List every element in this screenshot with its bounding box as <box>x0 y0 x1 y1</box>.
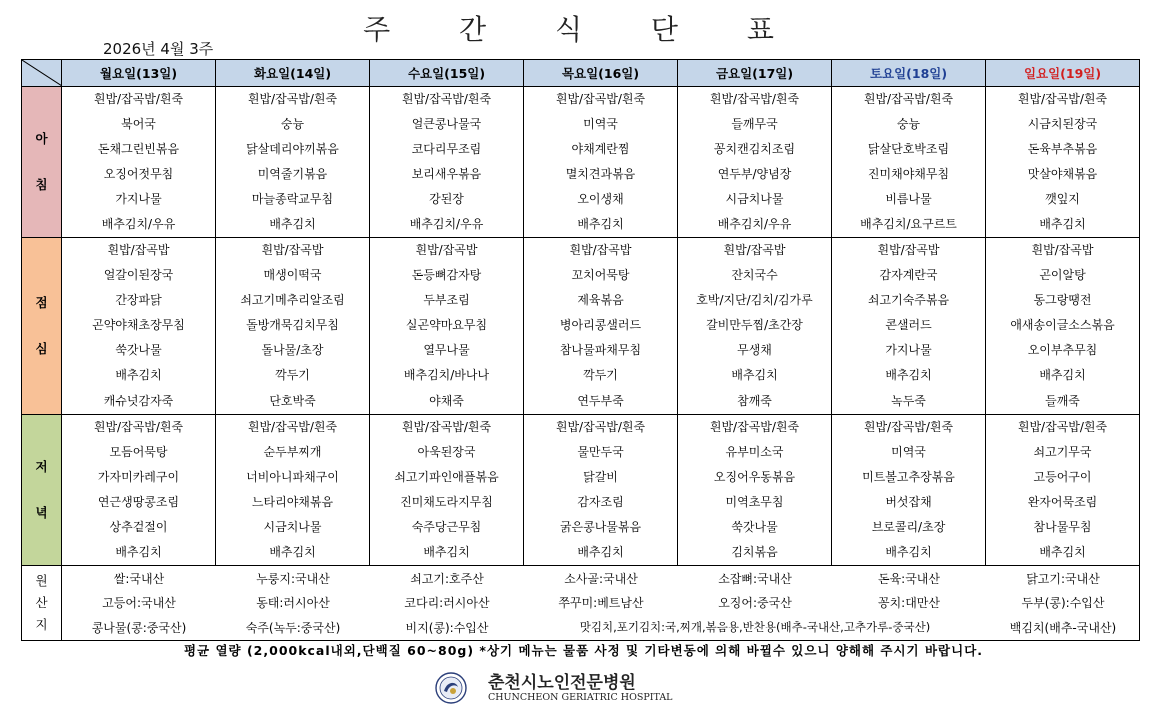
origin-item: 쭈꾸미:베트남산 <box>558 596 644 611</box>
menu-item: 감자계란국 <box>879 268 938 283</box>
dinner-fri <box>678 414 832 565</box>
menu-item: 배추김치 <box>577 217 624 231</box>
lunch-sat <box>832 238 986 415</box>
day-header-wed: 수요일(15일) <box>370 60 524 87</box>
menu-item: 너비아니파채구이 <box>246 469 339 484</box>
origin-item: 두부(콩):수입산 <box>1021 596 1105 611</box>
menu-item: 미역국 <box>891 444 926 459</box>
menu-item: 흰밥/잡곡밥/흰죽 <box>555 92 646 106</box>
breakfast-row <box>22 87 1140 238</box>
menu-item: 쇠고기파인애플볶음 <box>394 469 499 484</box>
menu-item: 가지나물 <box>115 192 162 206</box>
menu-item: 흰밥/잡곡밥 <box>569 243 632 257</box>
hospital-logo-icon <box>434 671 468 705</box>
menu-item: 미역국 <box>583 117 618 131</box>
menu-item: 동그랑땡전 <box>1033 293 1092 308</box>
menu-item: 깻잎지 <box>1045 192 1080 206</box>
origin-item: 소잡뼈:국내산 <box>718 571 792 586</box>
menu-item: 단호박죽 <box>269 393 316 408</box>
origin-item: 누룽지:국내산 <box>256 571 330 586</box>
menu-item: 흰밥/잡곡밥/흰죽 <box>863 92 954 106</box>
menu-item: 배추김치/요구르트 <box>860 217 957 231</box>
menu-item: 무생채 <box>737 343 772 358</box>
menu-item: 갈비만두찜/초간장 <box>706 318 803 333</box>
breakfast-fri <box>678 87 832 238</box>
menu-item: 김치볶음 <box>731 544 778 559</box>
menu-item: 순두부찌개 <box>263 444 322 459</box>
menu-item: 느타리야채볶음 <box>251 494 334 509</box>
dinner-wed <box>370 414 524 565</box>
menu-item: 숭늉 <box>896 117 921 131</box>
lunch-label <box>22 238 62 415</box>
lunch-thu <box>524 238 678 415</box>
menu-item: 흰밥/잡곡밥 <box>261 243 324 257</box>
origin-item: 고등어:국내산 <box>102 596 176 611</box>
menu-item: 녹두죽 <box>891 393 926 408</box>
meal-label-char: 심 <box>35 340 48 356</box>
menu-item: 물만두국 <box>577 444 624 459</box>
day-header-mon: 월요일(13일) <box>62 60 216 87</box>
menu-item: 맛살야채볶음 <box>1027 167 1098 181</box>
menu-item: 간장파닭 <box>115 293 162 308</box>
origin-item: 숙주(녹두:중국산) <box>245 620 341 635</box>
origin-item: 오징어:중국산 <box>718 596 792 611</box>
menu-item: 참나물무침 <box>1033 519 1092 534</box>
day-header-tue: 화요일(14일) <box>216 60 370 87</box>
menu-item: 흰밥/잡곡밥 <box>723 243 786 257</box>
menu-item: 제육볶음 <box>577 293 624 308</box>
menu-item: 배추김치/우유 <box>409 217 484 231</box>
menu-item: 배추김치 <box>885 544 932 559</box>
menu-item: 흰밥/잡곡밥/흰죽 <box>555 419 646 434</box>
menu-item: 열무나물 <box>423 343 470 358</box>
menu-item: 흰밥/잡곡밥 <box>107 243 170 257</box>
origin-label <box>22 565 62 640</box>
menu-item: 돈채그린빈볶음 <box>97 142 180 156</box>
weekly-menu-table <box>21 59 1140 641</box>
menu-item: 얼갈이된장국 <box>103 268 174 283</box>
origin-item: 쌀:국내산 <box>113 571 165 586</box>
menu-item: 시금치나물 <box>263 519 322 534</box>
origin-cell <box>62 565 1140 640</box>
menu-item: 배추김치/바나나 <box>403 368 490 383</box>
lunch-tue <box>216 238 370 415</box>
origin-item: 코다리:러시아산 <box>404 596 490 611</box>
menu-item: 들깨무국 <box>731 117 778 131</box>
menu-item: 완자어묵조림 <box>1027 494 1098 509</box>
menu-item: 강된장 <box>429 192 464 206</box>
meal-label-char: 녁 <box>35 504 48 520</box>
dinner-sat <box>832 414 986 565</box>
menu-item: 모듬어묵탕 <box>109 444 168 459</box>
hospital-brand <box>434 668 674 708</box>
origin-line-3 <box>62 615 1140 640</box>
meal-label-char: 점 <box>35 294 48 310</box>
menu-item: 가자미카레구이 <box>97 469 180 484</box>
menu-item: 배추김치 <box>269 217 316 231</box>
lunch-row <box>22 238 1140 415</box>
menu-item: 굵은콩나물볶음 <box>559 519 642 534</box>
origin-label-char: 지 <box>35 616 48 632</box>
menu-item: 흰밥/잡곡밥/흰죽 <box>247 92 338 106</box>
meal-label-char: 아 <box>35 131 48 146</box>
dinner-row <box>22 414 1140 565</box>
menu-item: 흰밥/잡곡밥/흰죽 <box>401 92 492 106</box>
origin-item: 소사골:국내산 <box>564 571 638 586</box>
origin-item: 쇠고기:호주산 <box>410 571 484 586</box>
menu-item: 흰밥/잡곡밥/흰죽 <box>247 419 338 434</box>
origin-item: 닭고기:국내산 <box>1026 571 1100 586</box>
menu-item: 콘샐러드 <box>885 318 932 333</box>
origin-item: 동태:러시아산 <box>256 596 330 611</box>
menu-item: 꽁치캔김치조림 <box>713 142 796 156</box>
menu-item: 오이생채 <box>577 192 624 206</box>
menu-item: 참깨죽 <box>737 393 772 408</box>
lunch-mon <box>62 238 216 415</box>
menu-item: 코다리무조림 <box>411 142 482 156</box>
dinner-sun <box>986 414 1140 565</box>
lunch-fri <box>678 238 832 415</box>
menu-item: 흰밥/잡곡밥/흰죽 <box>863 419 954 434</box>
dinner-label <box>22 414 62 565</box>
menu-item: 쇠고기무국 <box>1033 444 1092 459</box>
day-header-row <box>22 60 1140 87</box>
menu-item: 비름나물 <box>885 192 932 206</box>
menu-item: 매생이떡국 <box>263 268 322 283</box>
menu-item: 흰밥/잡곡밥/흰죽 <box>93 92 184 106</box>
day-header-thu: 목요일(16일) <box>524 60 678 87</box>
menu-item: 연두부/양념장 <box>717 167 792 181</box>
menu-item: 배추김치 <box>1039 544 1086 559</box>
menu-item: 닭갈비 <box>583 469 618 484</box>
origin-label-char: 산 <box>35 594 48 610</box>
menu-item: 애새송이글소스볶음 <box>1010 318 1115 333</box>
menu-item: 쇠고기숙주볶음 <box>867 293 950 308</box>
lunch-sun <box>986 238 1140 415</box>
menu-item: 오징어우동볶음 <box>713 469 796 484</box>
menu-item: 배추김치 <box>269 544 316 559</box>
hospital-name-en: CHUNCHEON GERIATRIC HOSPITAL <box>488 692 673 703</box>
menu-item: 감자조림 <box>577 494 624 509</box>
menu-item: 흰밥/잡곡밥 <box>415 243 478 257</box>
menu-item: 실곤약마요무침 <box>405 318 488 333</box>
menu-item: 닭살단호박조림 <box>867 142 950 156</box>
week-label: 2026년 4월 3주 <box>103 40 214 58</box>
origin-item: 콩나물(콩:중국산) <box>91 620 187 635</box>
menu-item: 시금치나물 <box>725 192 784 206</box>
menu-item: 호박/지단/김치/김가루 <box>696 293 813 308</box>
menu-item: 가지나물 <box>885 343 932 358</box>
day-header-sat: 토요일(18일) <box>832 60 986 87</box>
menu-item: 쇠고기메추리알조림 <box>240 293 345 308</box>
menu-item: 진미채야채무침 <box>867 167 950 181</box>
menu-item: 잔치국수 <box>731 268 778 283</box>
menu-item: 닭살데리야끼볶음 <box>246 142 339 156</box>
menu-item: 유부미소국 <box>725 444 784 459</box>
origin-line-1 <box>62 566 1140 591</box>
menu-item: 흰밥/잡곡밥 <box>877 243 940 257</box>
origin-item: 백김치(배추-국내산) <box>1009 620 1117 635</box>
menu-item: 배추김치/우유 <box>717 217 792 231</box>
menu-item: 아욱된장국 <box>417 444 476 459</box>
breakfast-wed <box>370 87 524 238</box>
corner-cell <box>22 60 62 87</box>
menu-item: 꼬치어묵탕 <box>571 268 630 283</box>
origin-label-char: 원 <box>35 572 48 588</box>
menu-item: 흰밥/잡곡밥/흰죽 <box>709 92 800 106</box>
menu-item: 배추김치 <box>115 368 162 383</box>
menu-item: 진미채도라지무침 <box>400 494 493 509</box>
breakfast-sat <box>832 87 986 238</box>
breakfast-tue <box>216 87 370 238</box>
menu-item: 보리새우볶음 <box>411 167 482 181</box>
menu-item: 오이부추무침 <box>1027 343 1098 358</box>
breakfast-thu <box>524 87 678 238</box>
menu-item: 상추겉절이 <box>109 519 168 534</box>
menu-item: 쑥갓나물 <box>115 343 162 358</box>
origin-item: 돈육:국내산 <box>877 571 940 586</box>
menu-item: 숙주당근무침 <box>411 519 482 534</box>
dinner-tue <box>216 414 370 565</box>
origin-subtable <box>62 566 1140 640</box>
menu-item: 배추김치 <box>423 544 470 559</box>
origin-item: 비지(콩):수입산 <box>405 620 489 635</box>
lunch-wed <box>370 238 524 415</box>
menu-item: 버섯잡채 <box>885 494 932 509</box>
footer-note: 평균 열량 (2,000kcal내외,단백질 60~80g) *상기 메뉴는 물품 사정 및 기타변동에 의해 바뀔수 있으니 양해해 주시기 바랍니다. <box>183 643 984 658</box>
meal-label-char: 저 <box>35 458 48 474</box>
diagonal-line <box>22 60 62 86</box>
menu-item: 얼큰콩나물국 <box>411 117 482 131</box>
breakfast-sun <box>986 87 1140 238</box>
menu-item: 병아리콩샐러드 <box>559 318 642 333</box>
menu-item: 미역줄기볶음 <box>257 167 328 181</box>
meal-label-char: 침 <box>35 177 48 192</box>
menu-item: 흰밥/잡곡밥/흰죽 <box>1017 419 1108 434</box>
day-header-fri: 금요일(17일) <box>678 60 832 87</box>
menu-item: 곤약야채초장무침 <box>92 318 185 333</box>
menu-item: 야채계란찜 <box>571 142 630 156</box>
menu-item: 두부조림 <box>423 293 470 308</box>
menu-item: 북어국 <box>121 117 156 131</box>
menu-item: 배추김치 <box>577 544 624 559</box>
menu-item: 흰밥/잡곡밥/흰죽 <box>709 419 800 434</box>
origin-item-kimchi: 맛김치,포기김치:국,찌개,볶음용,반찬용(배추-국내산,고추가루-중국산) <box>579 620 931 635</box>
menu-item: 연근생땅콩조림 <box>97 494 180 509</box>
menu-item: 배추김치 <box>115 544 162 559</box>
dinner-thu <box>524 414 678 565</box>
menu-item: 배추김치/우유 <box>101 217 176 231</box>
menu-item: 곤이알탕 <box>1039 268 1086 283</box>
menu-item: 야채죽 <box>429 393 464 408</box>
menu-item: 미역초무침 <box>725 494 784 509</box>
menu-item: 시금치된장국 <box>1027 117 1098 131</box>
breakfast-mon <box>62 87 216 238</box>
menu-item: 미트볼고추장볶음 <box>862 469 955 484</box>
menu-item: 배추김치 <box>1039 368 1086 383</box>
menu-item: 흰밥/잡곡밥/흰죽 <box>93 419 184 434</box>
menu-item: 연두부죽 <box>577 393 624 408</box>
menu-item: 고등어구이 <box>1033 469 1092 484</box>
menu-item: 깍두기 <box>275 368 310 383</box>
menu-item: 캐슈넛감자죽 <box>103 393 174 408</box>
menu-item: 배추김치 <box>731 368 778 383</box>
breakfast-label <box>22 87 62 238</box>
hospital-name-ko: 춘천시노인전문병원 <box>488 673 636 693</box>
menu-item: 쑥갓나물 <box>731 519 778 534</box>
menu-item: 브로콜리/초장 <box>871 519 946 534</box>
menu-item: 배추김치 <box>1039 217 1086 231</box>
menu-item: 흰밥/잡곡밥/흰죽 <box>1017 92 1108 106</box>
menu-item: 돈등뼈감자탕 <box>411 268 482 283</box>
menu-item: 흰밥/잡곡밥 <box>1031 243 1094 257</box>
menu-item: 깍두기 <box>583 368 618 383</box>
origin-line-2 <box>62 590 1140 615</box>
dinner-mon <box>62 414 216 565</box>
menu-item: 숭늉 <box>280 117 305 131</box>
menu-item: 오징어젓무침 <box>103 167 174 181</box>
page-title: 주 간 식 단 표 <box>363 13 804 46</box>
menu-item: 흰밥/잡곡밥/흰죽 <box>401 419 492 434</box>
menu-item: 돌나물/초장 <box>261 343 324 358</box>
origin-item: 꽁치:대만산 <box>877 596 940 611</box>
menu-item: 돌방개묵김치무침 <box>246 318 339 333</box>
menu-item: 돈육부추볶음 <box>1027 142 1098 156</box>
menu-item: 마늘종락교무침 <box>251 192 334 206</box>
day-header-sun: 일요일(19일) <box>986 60 1140 87</box>
menu-item: 참나물파채무침 <box>559 343 642 358</box>
origin-row <box>22 565 1140 640</box>
menu-item: 들깨죽 <box>1045 393 1080 408</box>
menu-item: 배추김치 <box>885 368 932 383</box>
menu-item: 멸치견과볶음 <box>565 167 636 181</box>
